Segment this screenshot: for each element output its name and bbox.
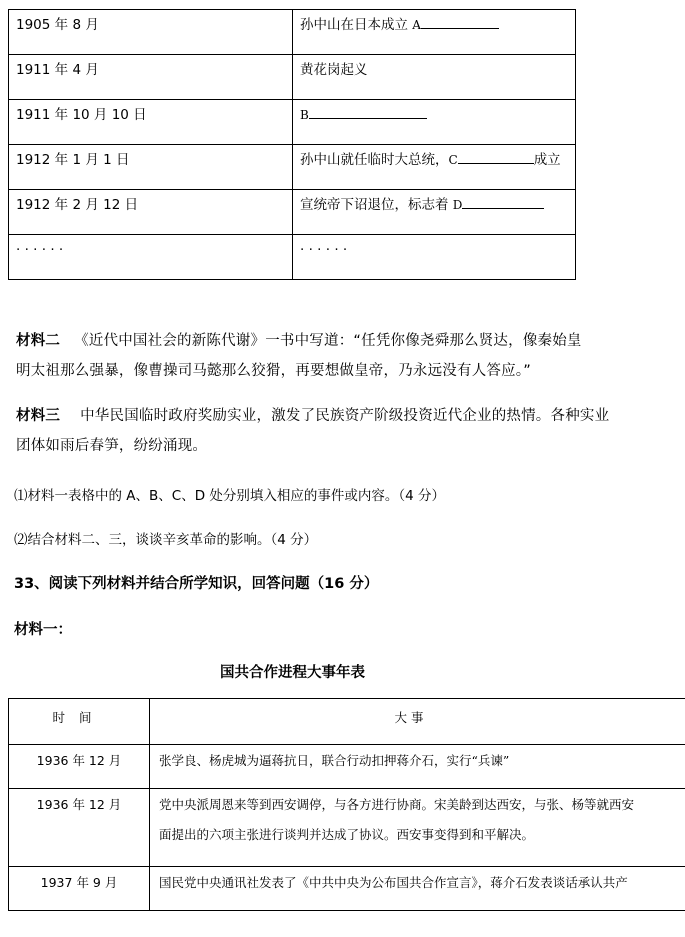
date-cell: 1912 年 1 月 1 日 [9, 145, 293, 190]
event-text: 孙中山在日本成立 [300, 17, 413, 33]
event-cell [150, 867, 685, 911]
material-three-label: 材料三 [16, 408, 61, 424]
table-row [9, 789, 685, 867]
event-cell [293, 10, 576, 55]
date-cell: 1911 年 4 月 [9, 55, 293, 100]
question-33-heading: 33、阅读下列材料并结合所学知识，回答问题（16 分） [14, 576, 379, 592]
event-suffix: 成立 [533, 152, 561, 168]
date-cell: 1936 年 12 月 [9, 789, 150, 867]
blank-letter: D [452, 198, 463, 212]
event-cell [293, 55, 576, 100]
date-cell: 1912 年 2 月 12 日 [9, 190, 293, 235]
material-three-line-1: 中华民国临时政府奖励实业，激发了民族资产阶级投资近代企业的热情。各种实业 [80, 408, 610, 424]
material-two-line-2: 明太祖那么强暴，像曹操司马懿那么狡猾，再要想做皇帝，乃永远没有人答应。” [16, 363, 531, 379]
event-cell [293, 100, 576, 145]
event-text: 宣统帝下诏退位，标志着 [300, 197, 453, 213]
question-2: ⑵结合材料二、三，谈谈辛亥革命的影响。（4 分） [14, 532, 318, 548]
date-cell: 1936 年 12 月 [9, 745, 150, 789]
event-line: 党中央派周恩来等到西安调停，与各方进行协商。宋美龄到达西安，与张、杨等就西安 [159, 797, 635, 812]
table-row [9, 145, 576, 190]
event-text: 黄花岗起义 [300, 62, 368, 78]
event-cell [150, 789, 685, 867]
date-cell: 1937 年 9 月 [9, 867, 150, 911]
material-two [16, 326, 676, 386]
material-two-line-1: 《近代中国社会的新陈代谢》一书中写道：“任凭你像尧舜那么贤达，像秦始皇 [74, 333, 582, 349]
material-three-line-2: 团体如雨后春笋，纷纷涌现。 [16, 438, 208, 454]
table-row [9, 55, 576, 100]
fill-blank-c[interactable] [458, 148, 534, 164]
table-row [9, 190, 576, 235]
events-table [8, 9, 576, 280]
blank-letter: C [448, 153, 458, 167]
table-row [9, 745, 685, 789]
event-cell: · · · · · · [293, 235, 576, 280]
event-cell [293, 145, 576, 190]
event-cell [150, 745, 685, 789]
material-two-label: 材料二 [16, 333, 61, 349]
event-text: 孙中山就任临时大总统， [300, 152, 449, 168]
blank-letter: A [412, 18, 421, 32]
fill-blank-a[interactable] [421, 13, 499, 29]
event-cell [293, 190, 576, 235]
blank-letter: B [300, 108, 309, 122]
header-time: 时间 [9, 699, 150, 745]
table-header-row [9, 699, 685, 745]
header-event: 大 事 [150, 699, 685, 745]
material-one-label: 材料一： [14, 622, 72, 638]
event-line: 面提出的六项主张进行谈判并达成了协议。西安事变得到和平解决。 [159, 827, 535, 842]
table-row [9, 100, 576, 145]
date-cell: · · · · · · [9, 235, 293, 280]
material-three [16, 401, 676, 461]
kmt-cpc-cooperation-table [8, 698, 685, 911]
table-row [9, 867, 685, 911]
table-row [9, 235, 576, 280]
event-line: 国民党中央通讯社发表了《中共中央为公布国共合作宣言》，蒋介石发表谈话承认共产 [159, 875, 628, 890]
question-1: ⑴材料一表格中的 A、B、C、D 处分别填入相应的事件或内容。（4 分） [14, 488, 446, 504]
date-cell: 1911 年 10 月 10 日 [9, 100, 293, 145]
event-line: 张学良、杨虎城为逼蒋抗日，联合行动扣押蒋介石，实行“兵谏” [159, 753, 510, 768]
table-row [9, 10, 576, 55]
fill-blank-b[interactable] [309, 103, 427, 119]
date-cell: 1905 年 8 月 [9, 10, 293, 55]
fill-blank-d[interactable] [462, 193, 544, 209]
table-title: 国共合作进程大事年表 [220, 665, 365, 681]
